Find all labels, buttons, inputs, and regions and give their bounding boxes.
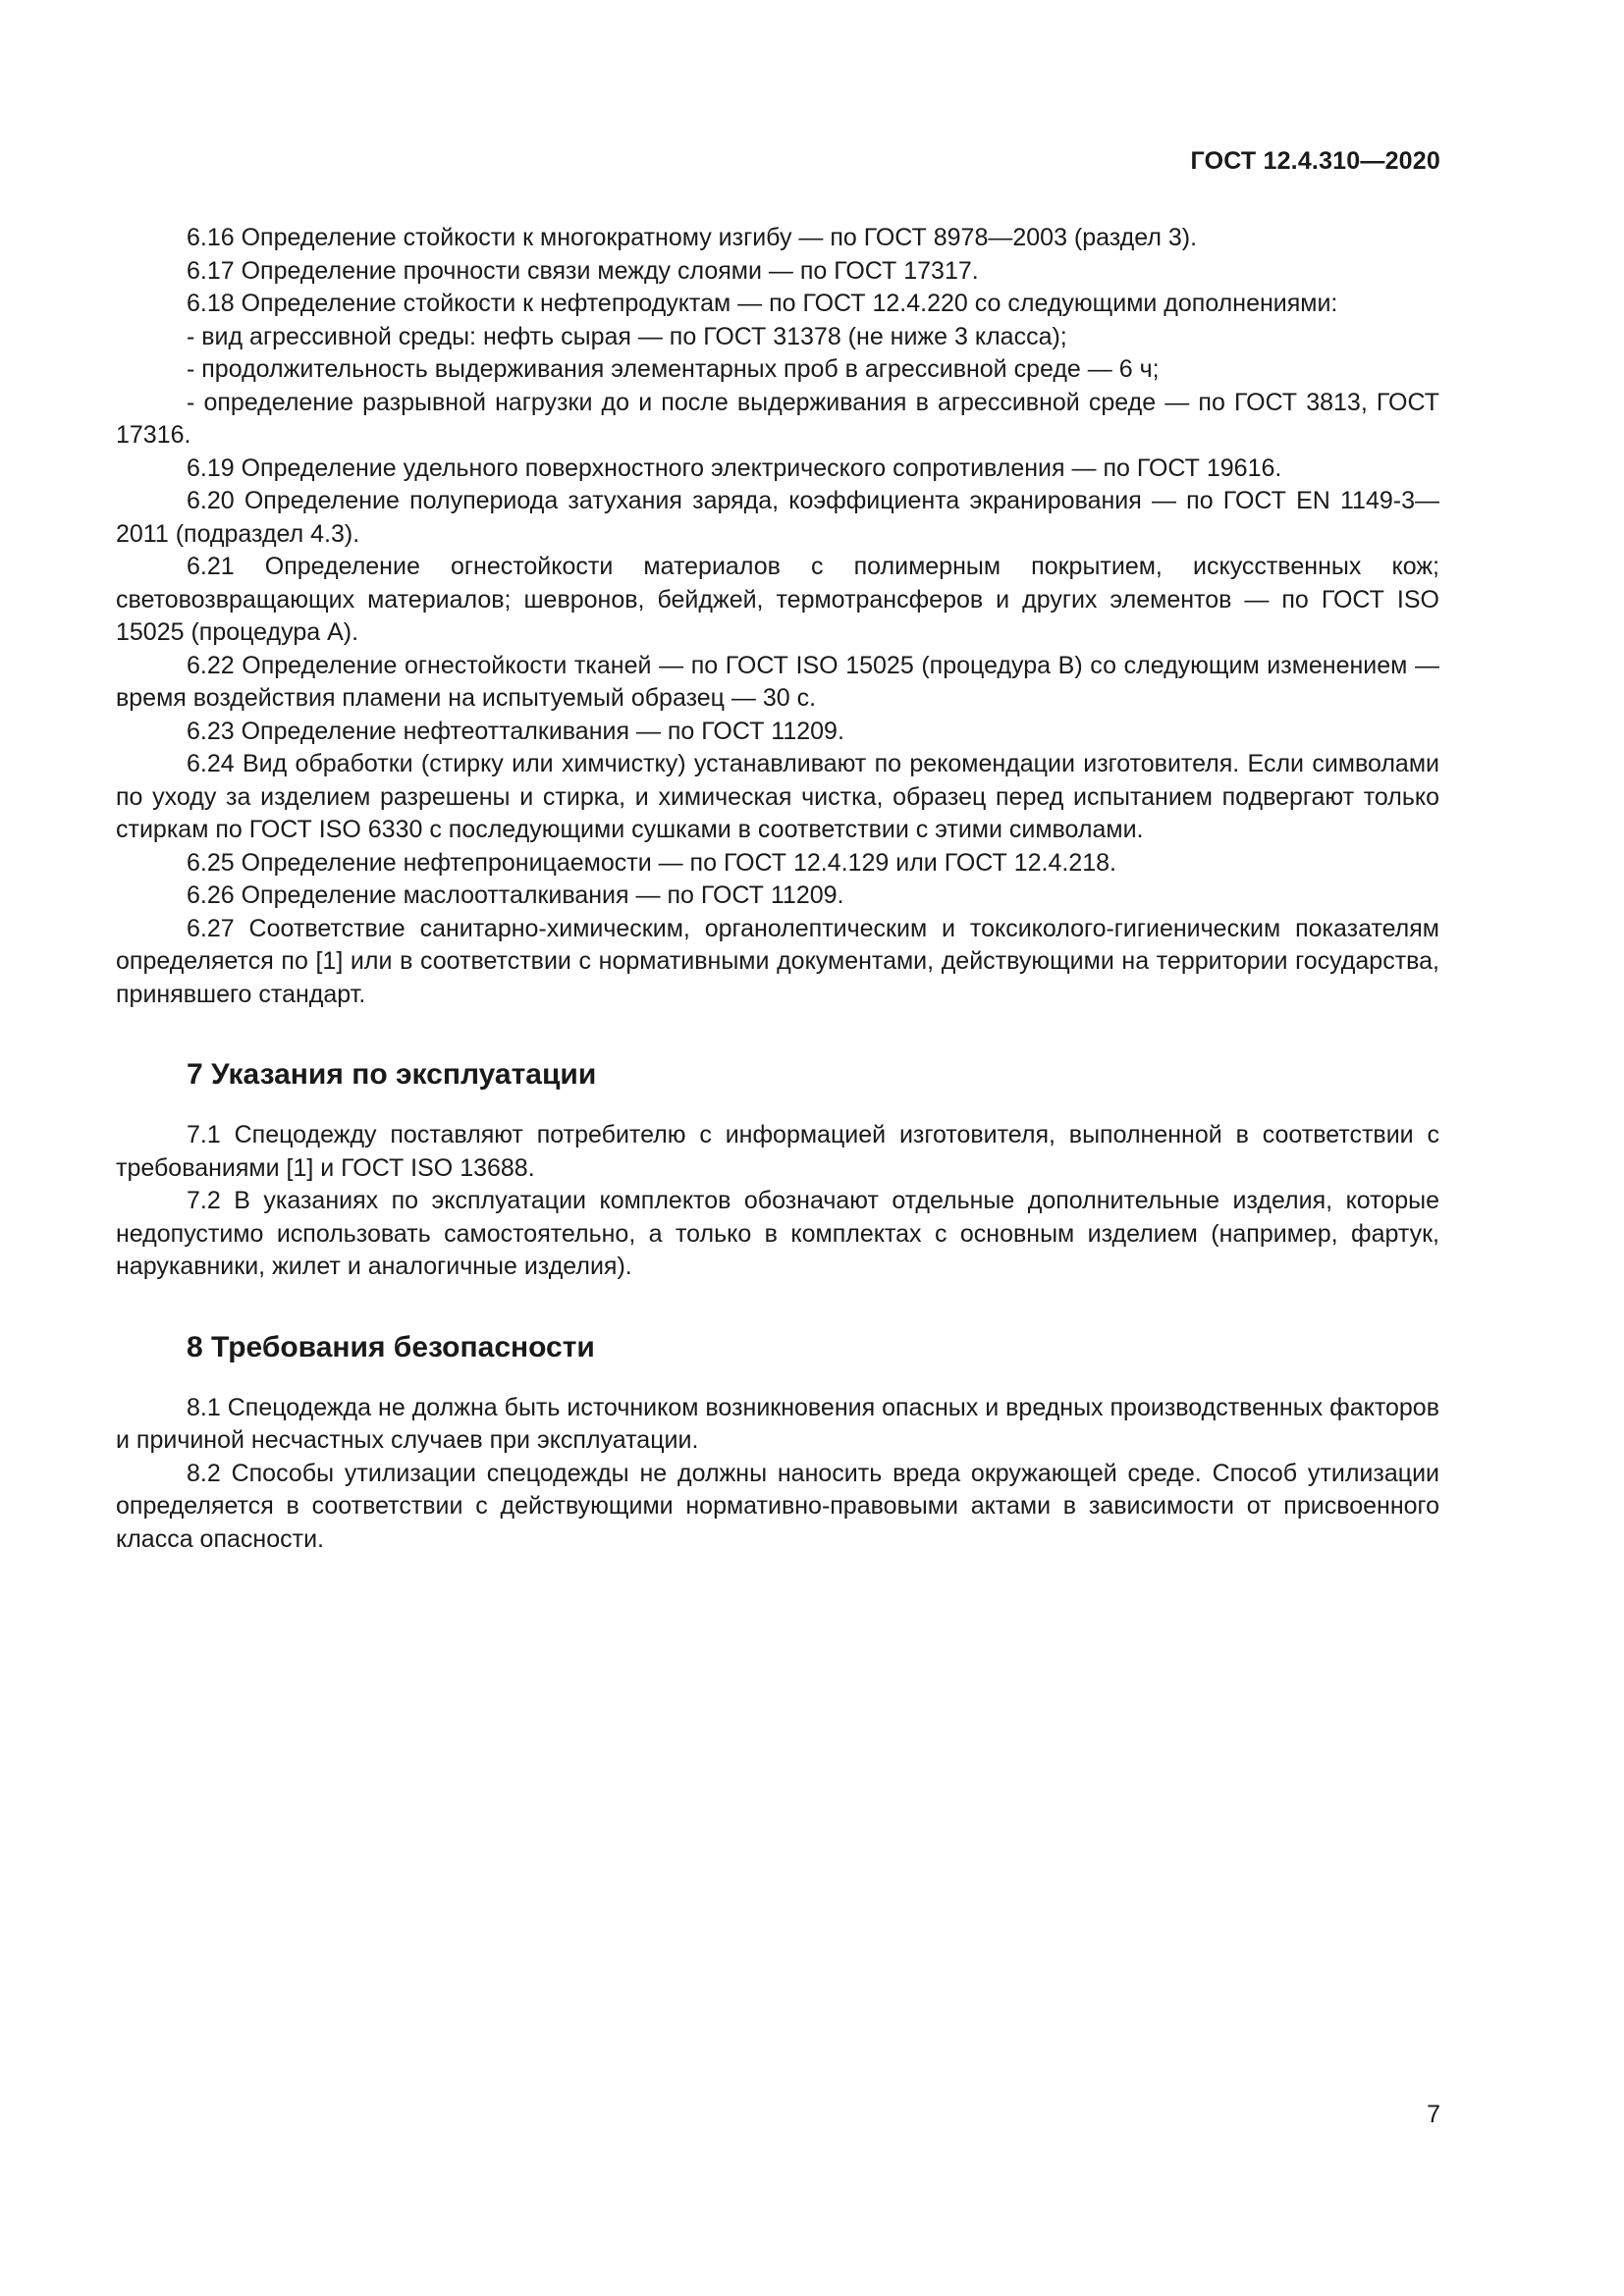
paragraph-6-16: 6.16 Определение стойкости к многократному изгибу — по ГОСТ 8978—2003 (раздел 3). (187, 224, 1198, 251)
section-7-heading: 7 Указания по эксплуатации (187, 1058, 597, 1091)
paragraph-6-21: 6.21 Определение огнестойкости материалов с полимерным покрытием, искусственных кож; световозвращающих материалов; шевронов, бейджей, термотрансферов и других элементов — по ГОСТ ISO 15025 (процедура А). (116, 553, 1439, 646)
list-item: - вид агрессивной среды: нефть сырая — по ГОСТ 31378 (не ниже 3 класса); (187, 322, 1067, 350)
paragraph-6-17: 6.17 Определение прочности связи между слоями — по ГОСТ 17317. (187, 256, 979, 285)
paragraph-6-24: 6.24 Вид обработки (стирку или химчистку) устанавливают по рекомендации изготовителя. Если символами по уходу за изделием разрешены и стирка, и химическая чистка, образец перед испытанием подвергают только стиркам по ГОСТ ISO 6330 с последующими сушками в соответствии с этими символами. (116, 750, 1439, 843)
paragraph-6-20: 6.20 Определение полупериода затухания заряда, коэффициента экранирования — по ГОСТ EN 1149-3—2011 (подраздел 4.3). (116, 487, 1439, 548)
paragraph-6-23: 6.23 Определение нефтеотталкивания — по ГОСТ 11209. (187, 717, 844, 745)
paragraph-6-18: 6.18 Определение стойкости к нефтепродуктам — по ГОСТ 12.4.220 со следующими дополнениями: (187, 290, 1338, 317)
paragraph-6-19: 6.19 Определение удельного поверхностного электрического сопротивления — по ГОСТ 19616. (187, 454, 1282, 482)
page-number: 7 (1427, 2101, 1440, 2128)
paragraph-8-1: 8.1 Спецодежда не должна быть источником возникновения опасных и вредных производственных факторов и причиной несчастных случаев при эксплуатации. (116, 1393, 1439, 1454)
paragraph-7-2: 7.2 В указаниях по эксплуатации комплектов обозначают отдельные дополнительные изделия, которые недопустимо использовать самостоятельно, а только в комплектах с основным изделием (например, фартук, нарукавники, жилет и аналогичные изделия). (116, 1187, 1439, 1280)
paragraph-8-2: 8.2 Способы утилизации спецодежды не должны наносить вреда окружающей среде. Способ утилизации определяется в соответствии с действующими нормативно-правовыми актами в зависимости от присвоенного класса опасности. (116, 1459, 1439, 1553)
section-8-heading: 8 Требования безопасности (187, 1330, 595, 1363)
list-item: - определение разрывной нагрузки до и после выдерживания в агрессивной среде — по ГОСТ 3813, ГОСТ 17316. (116, 388, 1439, 449)
page-content (116, 222, 1439, 1556)
paragraph-6-26: 6.26 Определение маслоотталкивания — по ГОСТ 11209. (187, 881, 844, 909)
paragraph-7-1: 7.1 Спецодежду поставляют потребителю с информацией изготовителя, выполненной в соответствии с требованиями [1] и ГОСТ ISO 13688. (116, 1121, 1439, 1182)
paragraph-6-27: 6.27 Соответствие санитарно-химическим, органолептическим и токсиколого-гигиеническим показателям определяется по [1] или в соответствии с нормативными документами, действующими на территории государства, принявшего стандарт. (116, 914, 1439, 1008)
paragraph-6-22: 6.22 Определение огнестойкости тканей — по ГОСТ ISO 15025 (процедура В) со следующим изменением — время воздействия пламени на испытуемый образец — 30 с. (116, 651, 1439, 712)
list-item: - продолжительность выдерживания элементарных проб в агрессивной среде — 6 ч; (187, 355, 1160, 383)
document-code-header: ГОСТ 12.4.310—2020 (1190, 147, 1440, 175)
paragraph-6-25: 6.25 Определение нефтепроницаемости — по ГОСТ 12.4.129 или ГОСТ 12.4.218. (187, 848, 1116, 877)
